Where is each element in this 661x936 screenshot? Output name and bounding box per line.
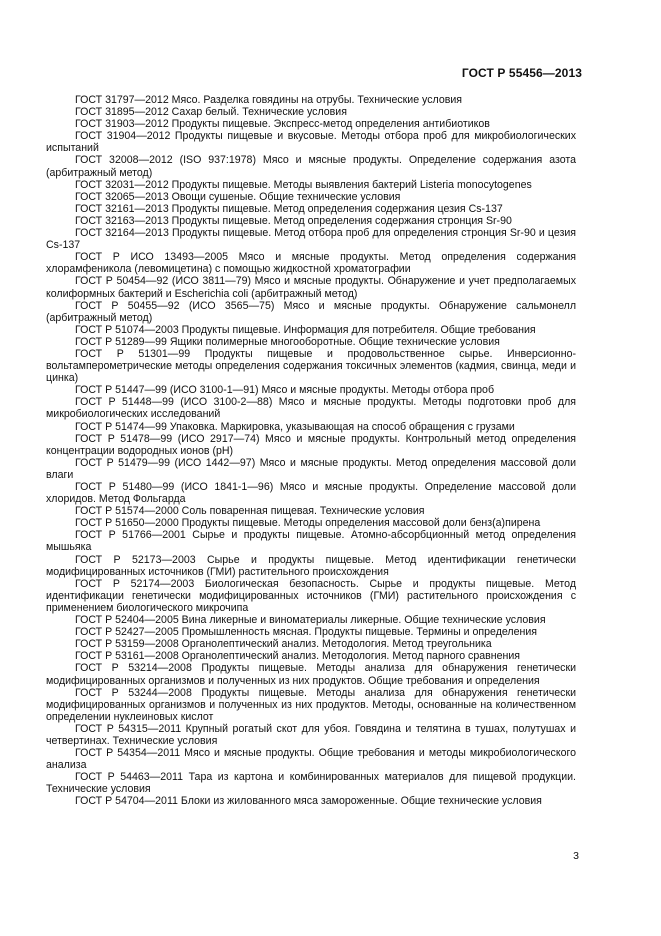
reference-entry: ГОСТ Р 50455—92 (ИСО 3565—75) Мясо и мясные продукты. Обнаружение сальмонелл (арбитражный метод)	[46, 299, 576, 324]
reference-entry: ГОСТ 32031—2012 Продукты пищевые. Методы выявления бактерий Listeria monocytogenes	[75, 178, 532, 191]
reference-entry: ГОСТ Р 53159—2008 Органолептический анализ. Методология. Метод треугольника	[75, 638, 492, 651]
reference-entry: ГОСТ Р 51650—2000 Продукты пищевые. Методы определения массовой доли бенз(а)пирена	[75, 517, 541, 530]
normative-references-list	[46, 94, 576, 808]
reference-entry: ГОСТ 32161—2013 Продукты пищевые. Метод определения содержания цезия Cs-137	[75, 202, 503, 215]
page-number: 3	[573, 850, 579, 862]
reference-entry: ГОСТ 32163—2013 Продукты пищевые. Метод определения содержания стронция Sr-90	[75, 214, 512, 227]
reference-entry: ГОСТ Р 51301—99 Продукты пищевые и продовольственное сырье. Инверсионно-вольтамперометрические методы определения содержания токсичных элементов (кадмия, свинца, меди и цинка)	[46, 347, 576, 385]
reference-entry: ГОСТ Р 51574—2000 Соль поваренная пищевая. Технические условия	[75, 505, 425, 518]
reference-entry: ГОСТ Р 54315—2011 Крупный рогатый скот для убоя. Говядина и телятина в тушах, полутушах и четвертинах. Технические условия	[46, 722, 576, 747]
reference-entry: ГОСТ Р 50454—92 (ИСО 3811—79) Мясо и мясные продукты. Обнаружение и учет предполагаемых колиформных бактерий и Escherichia coli (арбитражный метод)	[46, 275, 576, 300]
reference-entry: ГОСТ Р 51289—99 Ящики полимерные многооборотные. Общие технические условия	[75, 335, 500, 348]
reference-entry: ГОСТ Р 52404—2005 Вина ликерные и виноматериалы ликерные. Общие технические условия	[75, 614, 546, 627]
reference-entry: ГОСТ Р 51074—2003 Продукты пищевые. Информация для потребителя. Общие требования	[75, 323, 536, 336]
reference-entry: ГОСТ Р 51478—99 (ИСО 2917—74) Мясо и мясные продукты. Контрольный метод определения концентрации водородных ионов (pH)	[46, 432, 576, 457]
reference-entry: ГОСТ Р 51479—99 (ИСО 1442—97) Мясо и мясные продукты. Метод определения массовой доли влаги	[46, 456, 576, 481]
reference-entry: ГОСТ Р ИСО 13493—2005 Мясо и мясные продукты. Метод определения содержания хлорамфеникола (левомицетина) с помощью жидкостной хроматографии	[46, 251, 576, 276]
document-header: ГОСТ Р 55456—2013	[461, 66, 582, 80]
reference-entry: ГОСТ Р 51474—99 Упаковка. Маркировка, указывающая на способ обращения с грузами	[75, 420, 515, 433]
reference-entry: ГОСТ Р 53214—2008 Продукты пищевые. Методы анализа для обнаружения генетически модифицированных организмов и полученных из них продуктов. Общие требования и определения	[46, 662, 576, 687]
reference-entry: ГОСТ Р 52427—2005 Промышленность мясная. Продукты пищевые. Термины и определения	[75, 626, 537, 639]
reference-entry: ГОСТ 31797—2012 Мясо. Разделка говядины на отрубы. Технические условия	[75, 94, 463, 106]
reference-entry: ГОСТ Р 51480—99 (ИСО 1841-1—96) Мясо и мясные продукты. Определение массовой доли хлоридов. Метод Фольгарда	[46, 481, 576, 506]
reference-entry: ГОСТ 32008—2012 (ISO 937:1978) Мясо и мясные продукты. Определение содержания азота (арбитражный метод)	[46, 154, 576, 179]
reference-entry: ГОСТ 31895—2012 Сахар белый. Технические условия	[75, 106, 347, 119]
reference-entry: ГОСТ Р 51448—99 (ИСО 3100-2—88) Мясо и мясные продукты. Методы подготовки проб для микробиологических исследований	[46, 396, 576, 421]
reference-entry: ГОСТ Р 53161—2008 Органолептический анализ. Методология. Метод парного сравнения	[75, 650, 521, 663]
reference-entry: ГОСТ Р 54463—2011 Тара из картона и комбинированных материалов для пищевой продукции. Технические условия	[46, 771, 576, 796]
reference-entry: ГОСТ Р 54704—2011 Блоки из жилованного мяса замороженные. Общие технические условия	[75, 795, 542, 808]
reference-entry: ГОСТ Р 52173—2003 Сырье и продукты пищевые. Метод идентификации генетически модифицированных источников (ГМИ) растительного происхождения	[46, 553, 576, 578]
reference-entry: ГОСТ Р 54354—2011 Мясо и мясные продукты. Общие требования и методы микробиологического анализа	[46, 747, 576, 772]
reference-entry: ГОСТ 31904—2012 Продукты пищевые и вкусовые. Методы отбора проб для микробиологических испытаний	[46, 130, 576, 155]
reference-entry: ГОСТ 32065—2013 Овощи сушеные. Общие технические условия	[75, 190, 401, 203]
reference-entry: ГОСТ 31903—2012 Продукты пищевые. Экспресс-метод определения антибиотиков	[75, 118, 490, 131]
reference-entry: ГОСТ Р 53244—2008 Продукты пищевые. Методы анализа для обнаружения генетически модифицированных организмов и полученных из них продуктов. Методы, основанные на количественном определении нуклеиновых кислот	[46, 686, 576, 723]
reference-entry: ГОСТ 32164—2013 Продукты пищевые. Метод отбора проб для определения стронция Sr-90 и цезия Cs-137	[46, 227, 576, 252]
reference-entry: ГОСТ Р 51447—99 (ИСО 3100-1—91) Мясо и мясные продукты. Методы отбора проб	[75, 384, 495, 397]
reference-entry: ГОСТ Р 52174—2003 Биологическая безопасность. Сырье и продукты пищевые. Метод идентификации генетически модифицированных источников (ГМИ) растительного происхождения с применением биологического микрочипа	[46, 577, 576, 614]
reference-entry: ГОСТ Р 51766—2001 Сырье и продукты пищевые. Атомно-абсорбционный метод определения мышьяка	[46, 529, 576, 554]
